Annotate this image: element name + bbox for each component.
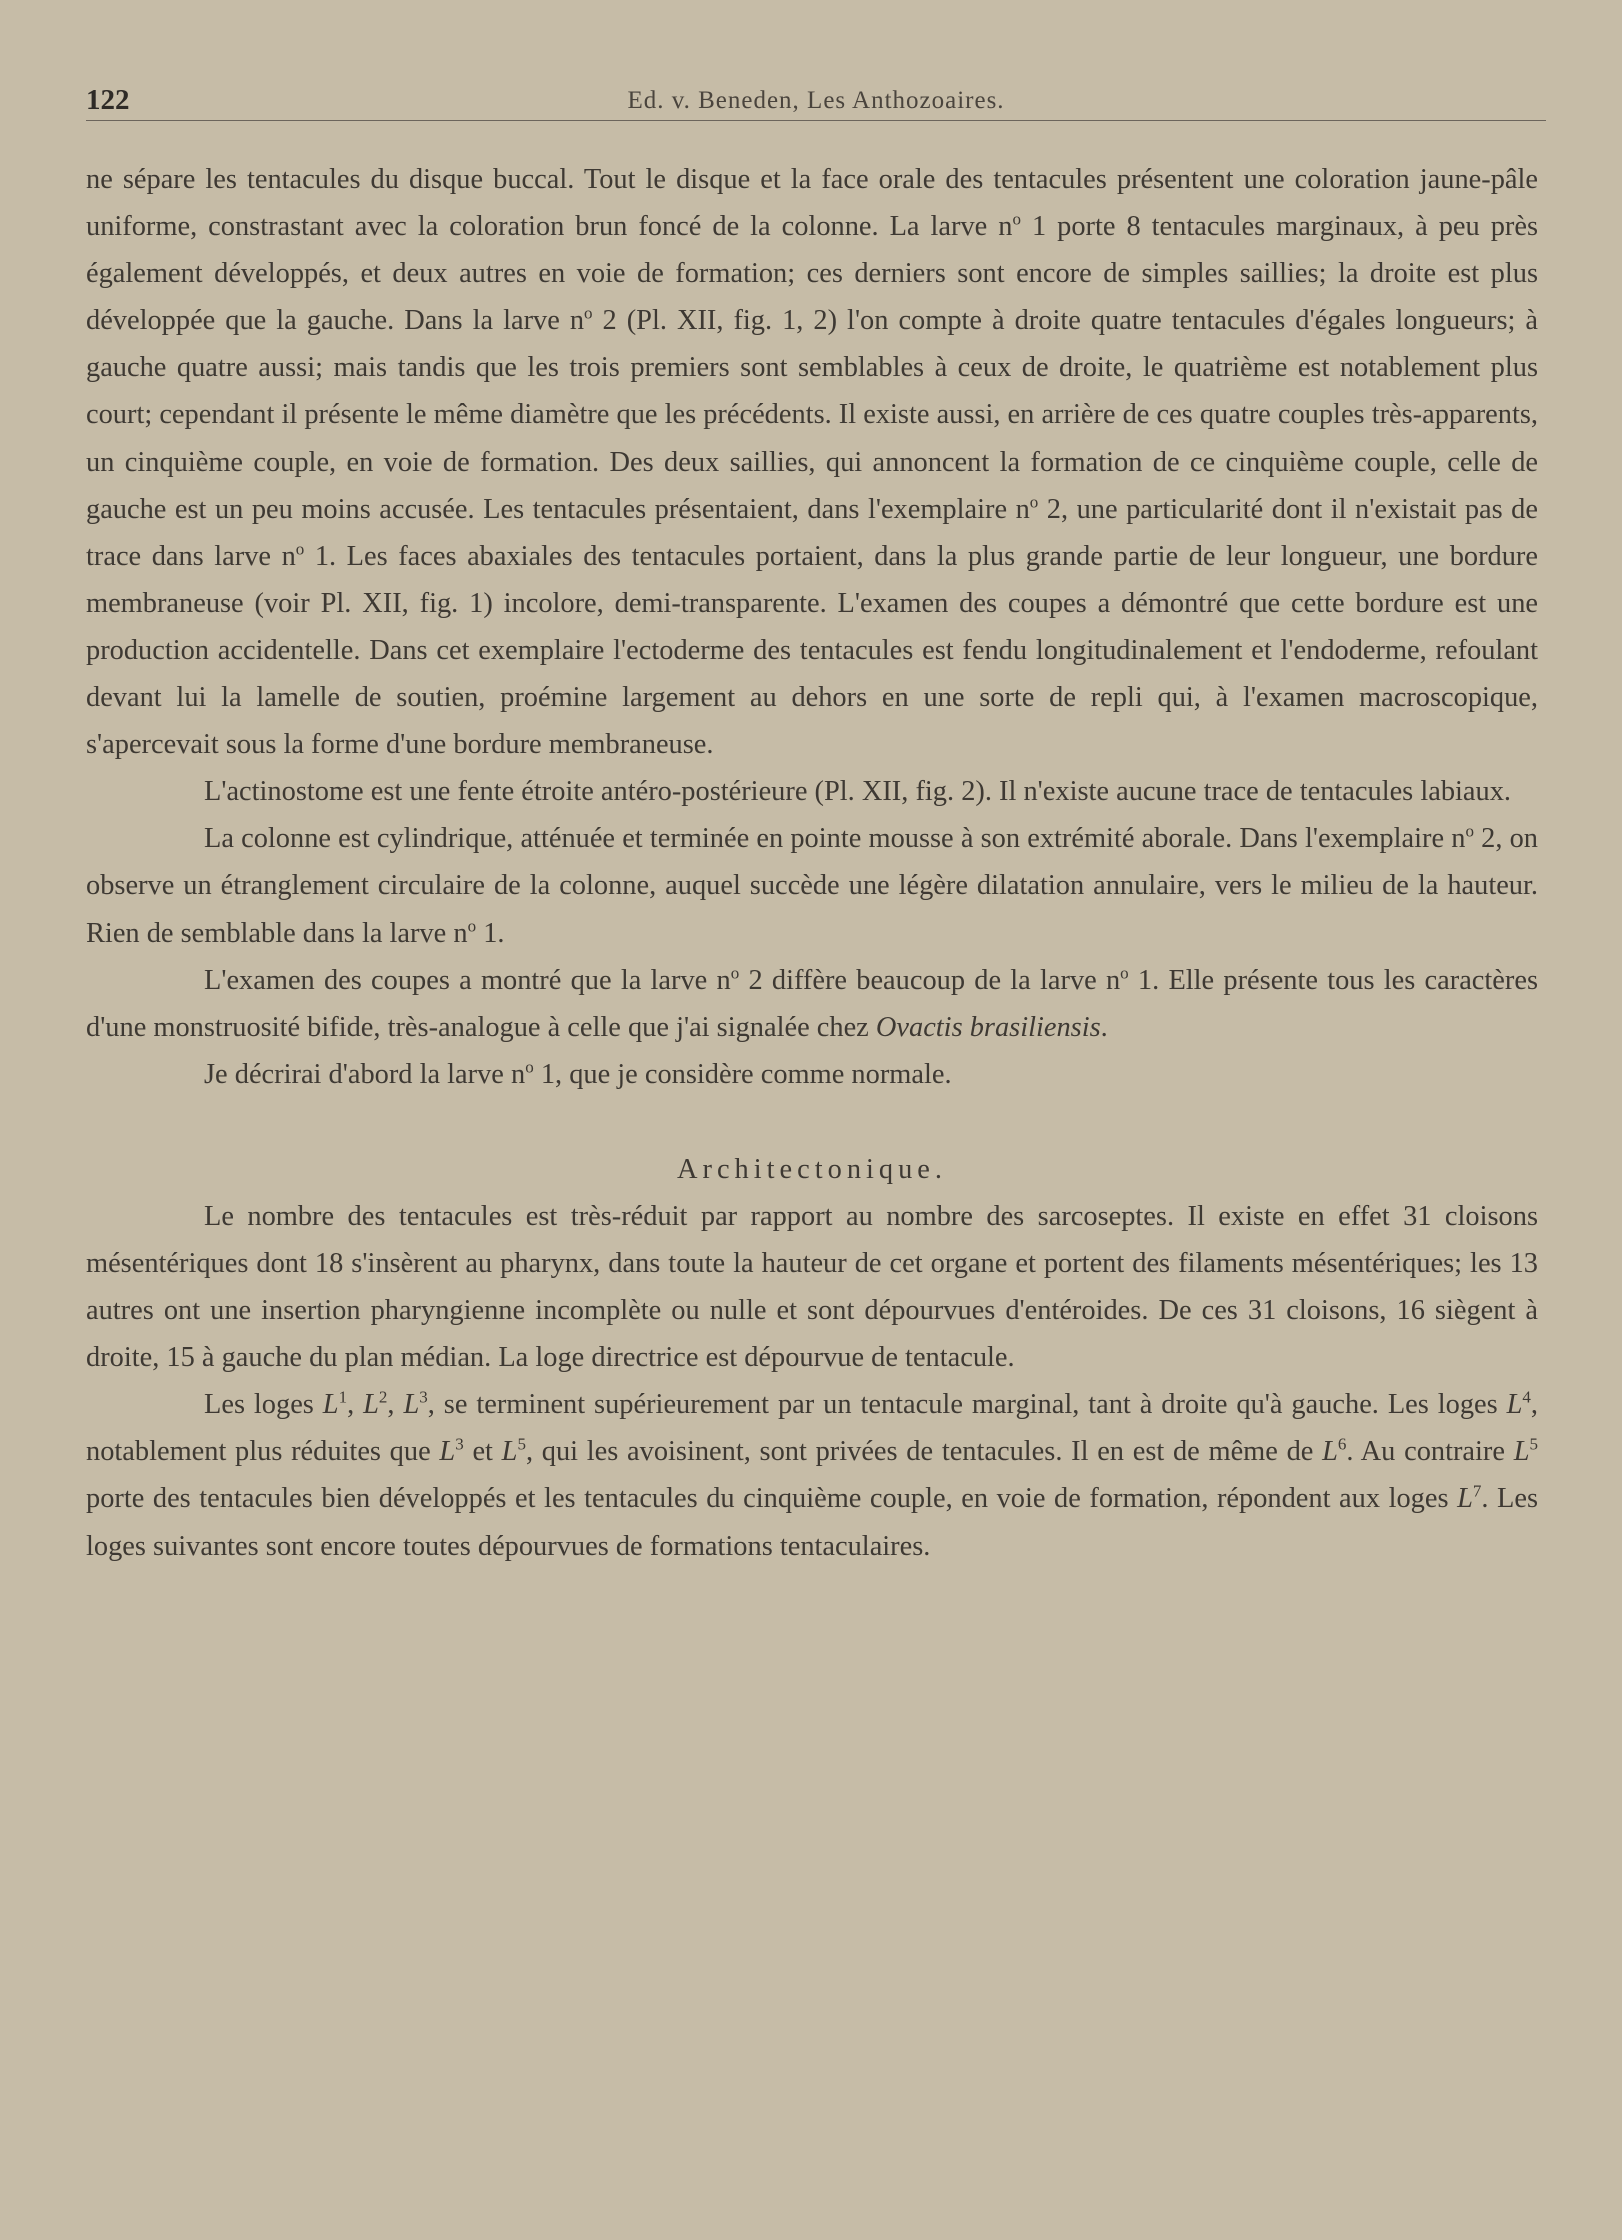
- italic-text: L: [439, 1436, 456, 1468]
- text-run: ,: [347, 1389, 364, 1421]
- text-run: 1. Elle présente tous les caractères d'une monstruosité bifide, très-analogue à celle que j'ai signalée chez: [86, 964, 1538, 1043]
- italic-text: L: [501, 1436, 518, 1468]
- superscript: o: [584, 303, 593, 323]
- superscript: o: [1012, 209, 1021, 229]
- superscript: o: [1465, 821, 1474, 841]
- page-number: 122: [86, 84, 130, 116]
- text-run: Le nombre des tentacules est très-réduit par rapport au nombre des sarcoseptes. Il existe en effet 31 cloisons mésentériques dont 18 s'insèrent au pharynx, dans toute la hauteur de cet organe et portent des filaments mésentériques; les 13 autres ont une insertion pharyngienne incomplète ou nulle et sont dépourvues d'entéroides. De ces 31 cloisons, 16 siègent à droite, 15 à gauche du plan médian. La loge directrice est dépourvue de tentacule.: [86, 1200, 1538, 1374]
- text-run: ,: [387, 1389, 404, 1421]
- text-run: , qui les avoisinent, sont privées de tentacules. Il en est de même de: [525, 1436, 1323, 1468]
- text-run: La colonne est cylindrique, atténuée et terminée en pointe mousse à son extrémité aborale. Dans l'exemplaire n: [204, 823, 1466, 855]
- text-run: 1, que je considère comme normale.: [533, 1058, 952, 1090]
- text-run: 1 porte 8 tentacules marginaux, à peu près également développés, et deux autres en voie de formation; ces derniers sont encore de simples saillies; la droite est plus développée que la gauche. Dans la larve n: [86, 211, 1538, 337]
- paragraph: [86, 156, 1538, 768]
- superscript: o: [525, 1057, 534, 1077]
- superscript: 5: [517, 1434, 526, 1454]
- italic-text: L: [1322, 1436, 1338, 1468]
- superscript: o: [730, 963, 740, 983]
- italic-text: L: [322, 1389, 339, 1421]
- text-run: . Au contraire: [1346, 1436, 1514, 1468]
- section-paragraphs: [86, 1193, 1538, 1570]
- superscript: o: [1120, 963, 1129, 983]
- text-run: .: [1100, 1011, 1108, 1043]
- italic-text: L: [1513, 1436, 1530, 1468]
- superscript: 3: [419, 1387, 428, 1407]
- italic-text: L: [363, 1389, 379, 1421]
- text-run: , notablement plus réduites que: [86, 1389, 1539, 1468]
- text-run: . Les loges suivantes sont encore toutes dépourvues de formations tentaculaires.: [86, 1483, 1539, 1562]
- paragraph: [86, 957, 1538, 1051]
- text-run: porte des tentacules bien développés et les tentacules du cinquième couple, en voie de formation, répondent aux loges: [86, 1483, 1458, 1515]
- text-run: Les loges: [204, 1389, 323, 1421]
- superscript: 4: [1522, 1387, 1531, 1407]
- paragraph: [86, 1051, 1538, 1098]
- superscript: 3: [455, 1434, 464, 1454]
- paragraph: [86, 768, 1538, 815]
- italic-text: L: [403, 1389, 420, 1421]
- body-text: [86, 156, 1538, 1570]
- text-run: L'actinostome est une fente étroite antéro-postérieure (Pl. XII, fig. 2). Il n'existe aucune trace de tentacules labiaux.: [204, 776, 1511, 808]
- text-run: Je décrirai d'abord la larve n: [204, 1058, 526, 1090]
- text-run: ne sépare les tentacules du disque buccal. Tout le disque et la face orale des tentacules présentent une coloration jaune-pâle uniforme, constrastant avec la coloration brun foncé de la colonne. La larve n: [86, 164, 1538, 243]
- text-run: L'examen des coupes a montré que la larve n: [204, 964, 731, 996]
- superscript: o: [467, 916, 477, 936]
- section-title: Architectonique.: [677, 1153, 947, 1185]
- superscript: o: [1029, 492, 1039, 512]
- italic-text: Ovactis brasiliensis: [875, 1011, 1101, 1043]
- text-run: 1.: [476, 917, 505, 949]
- text-run: 2, on observe un étranglement circulaire de la colonne, auquel succède une légère dilatation annulaire, vers le milieu de la hauteur. Rien de semblable dans la larve n: [86, 823, 1538, 949]
- italic-text: L: [1506, 1389, 1523, 1421]
- superscript: 1: [338, 1387, 348, 1407]
- text-run: , se terminent supérieurement par un tentacule marginal, tant à droite qu'à gauche. Les loges: [427, 1389, 1507, 1421]
- text-run: 2 diffère beaucoup de la larve n: [739, 964, 1121, 996]
- text-run: 2, une particularité dont il n'existait pas de trace dans larve n: [86, 493, 1538, 572]
- superscript: 2: [378, 1387, 388, 1407]
- paragraphs: [86, 156, 1538, 1098]
- text-run: et: [463, 1436, 502, 1468]
- italic-text: L: [1457, 1483, 1473, 1515]
- page-header: [86, 84, 1546, 121]
- text-run: 1. Les faces abaxiales des tentacules portaient, dans la plus grande partie de leur longueur, une bordure membraneuse (voir Pl. XII, fig. 1) incolore, demi-transparente. L'examen des coupes a démontré que cette bordure est une production accidentelle. Dans cet exemplaire l'ectoderme des tentacules est fendu longitudinalement et l'endoderme, refoulant devant lui la lamelle de soutien, proémine largement au dehors en une sorte de repli qui, à l'examen macroscopique, s'apercevait sous la forme d'une bordure membraneuse.: [86, 540, 1538, 761]
- superscript: 6: [1337, 1434, 1347, 1454]
- superscript: 7: [1472, 1481, 1482, 1501]
- superscript: o: [295, 539, 305, 559]
- paragraph: [86, 815, 1538, 956]
- superscript: 5: [1529, 1434, 1538, 1454]
- running-head: Ed. v. Beneden, Les Anthozoaires.: [627, 87, 1005, 114]
- paragraph: [86, 1193, 1538, 1381]
- text-run: 2 (Pl. XII, fig. 1, 2) l'on compte à droite quatre tentacules d'égales longueurs; à gauche quatre aussi; mais tandis que les trois premiers sont semblables à ceux de droite, le quatrième est notablement plus court; cependant il présente le même diamètre que les précédents. Il existe aussi, en arrière de ces quatre couples très-apparents, un cinquième couple, en voie de formation. Des deux saillies, qui annoncent la formation de ce cinquième couple, celle de gauche est un peu moins accusée. Les tentacules présentaient, dans l'exemplaire n: [86, 305, 1539, 525]
- paragraph: [86, 1381, 1538, 1569]
